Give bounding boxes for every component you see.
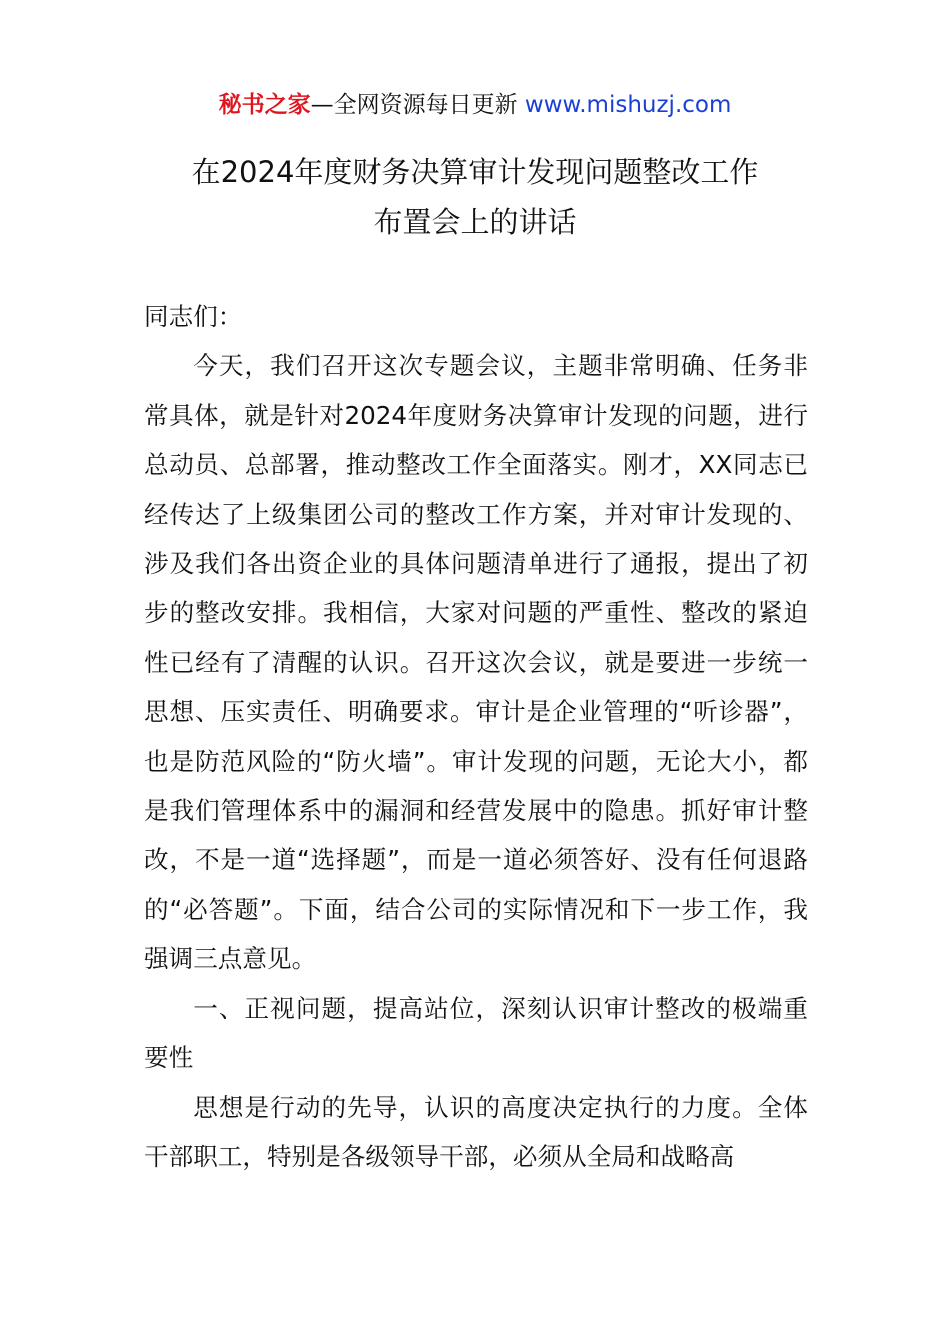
site-tagline: —全网资源每日更新 — [310, 92, 525, 118]
site-brand: 秘书之家 — [218, 92, 311, 118]
site-header — [0, 88, 950, 122]
paragraph-intro: 今天，我们召开这次专题会议，主题非常明确、任务非常具体，就是针对2024年度财务决算审计发现的问题，进行总动员、总部署，推动整改工作全面落实。刚才，XX同志已经传达了上级集团公司的整改工作方案，并对审计发现的、涉及我们各出资企业的具体问题清单进行了通报，提出了初步的整改安排。我相信，大家对问题的严重性、整改的紧迫性已经有了清醒的认识。召开这次会议，就是要进一步统一思想、压实责任、明确要求。审计是企业管理的“听诊器”，也是防范风险的“防火墙”。审计发现的问题，无论大小，都是我们管理体系中的漏洞和经营发展中的隐患。抓好审计整改，不是一道“选择题”，而是一道必须答好、没有任何退路的“必答题”。下面，结合公司的实际情况和下一步工作，我强调三点意见。 — [144, 351, 808, 974]
document-title-line-2: 布置会上的讲话 — [373, 205, 577, 239]
site-url-link[interactable]: www.mishuzj.com — [524, 92, 732, 118]
section-heading-1: 一、正视问题，提高站位，深刻认识审计整改的极端重要性 — [144, 993, 808, 1073]
document-title-line-1: 在2024年度财务决算审计发现问题整改工作 — [191, 155, 759, 189]
document-body — [144, 292, 808, 1181]
paragraph-section-1: 思想是行动的先导，认识的高度决定执行的力度。全体干部职工，特别是各级领导干部，必须从全局和战略高 — [144, 1092, 808, 1171]
salutation: 同志们： — [144, 302, 243, 331]
document-title — [0, 147, 950, 247]
